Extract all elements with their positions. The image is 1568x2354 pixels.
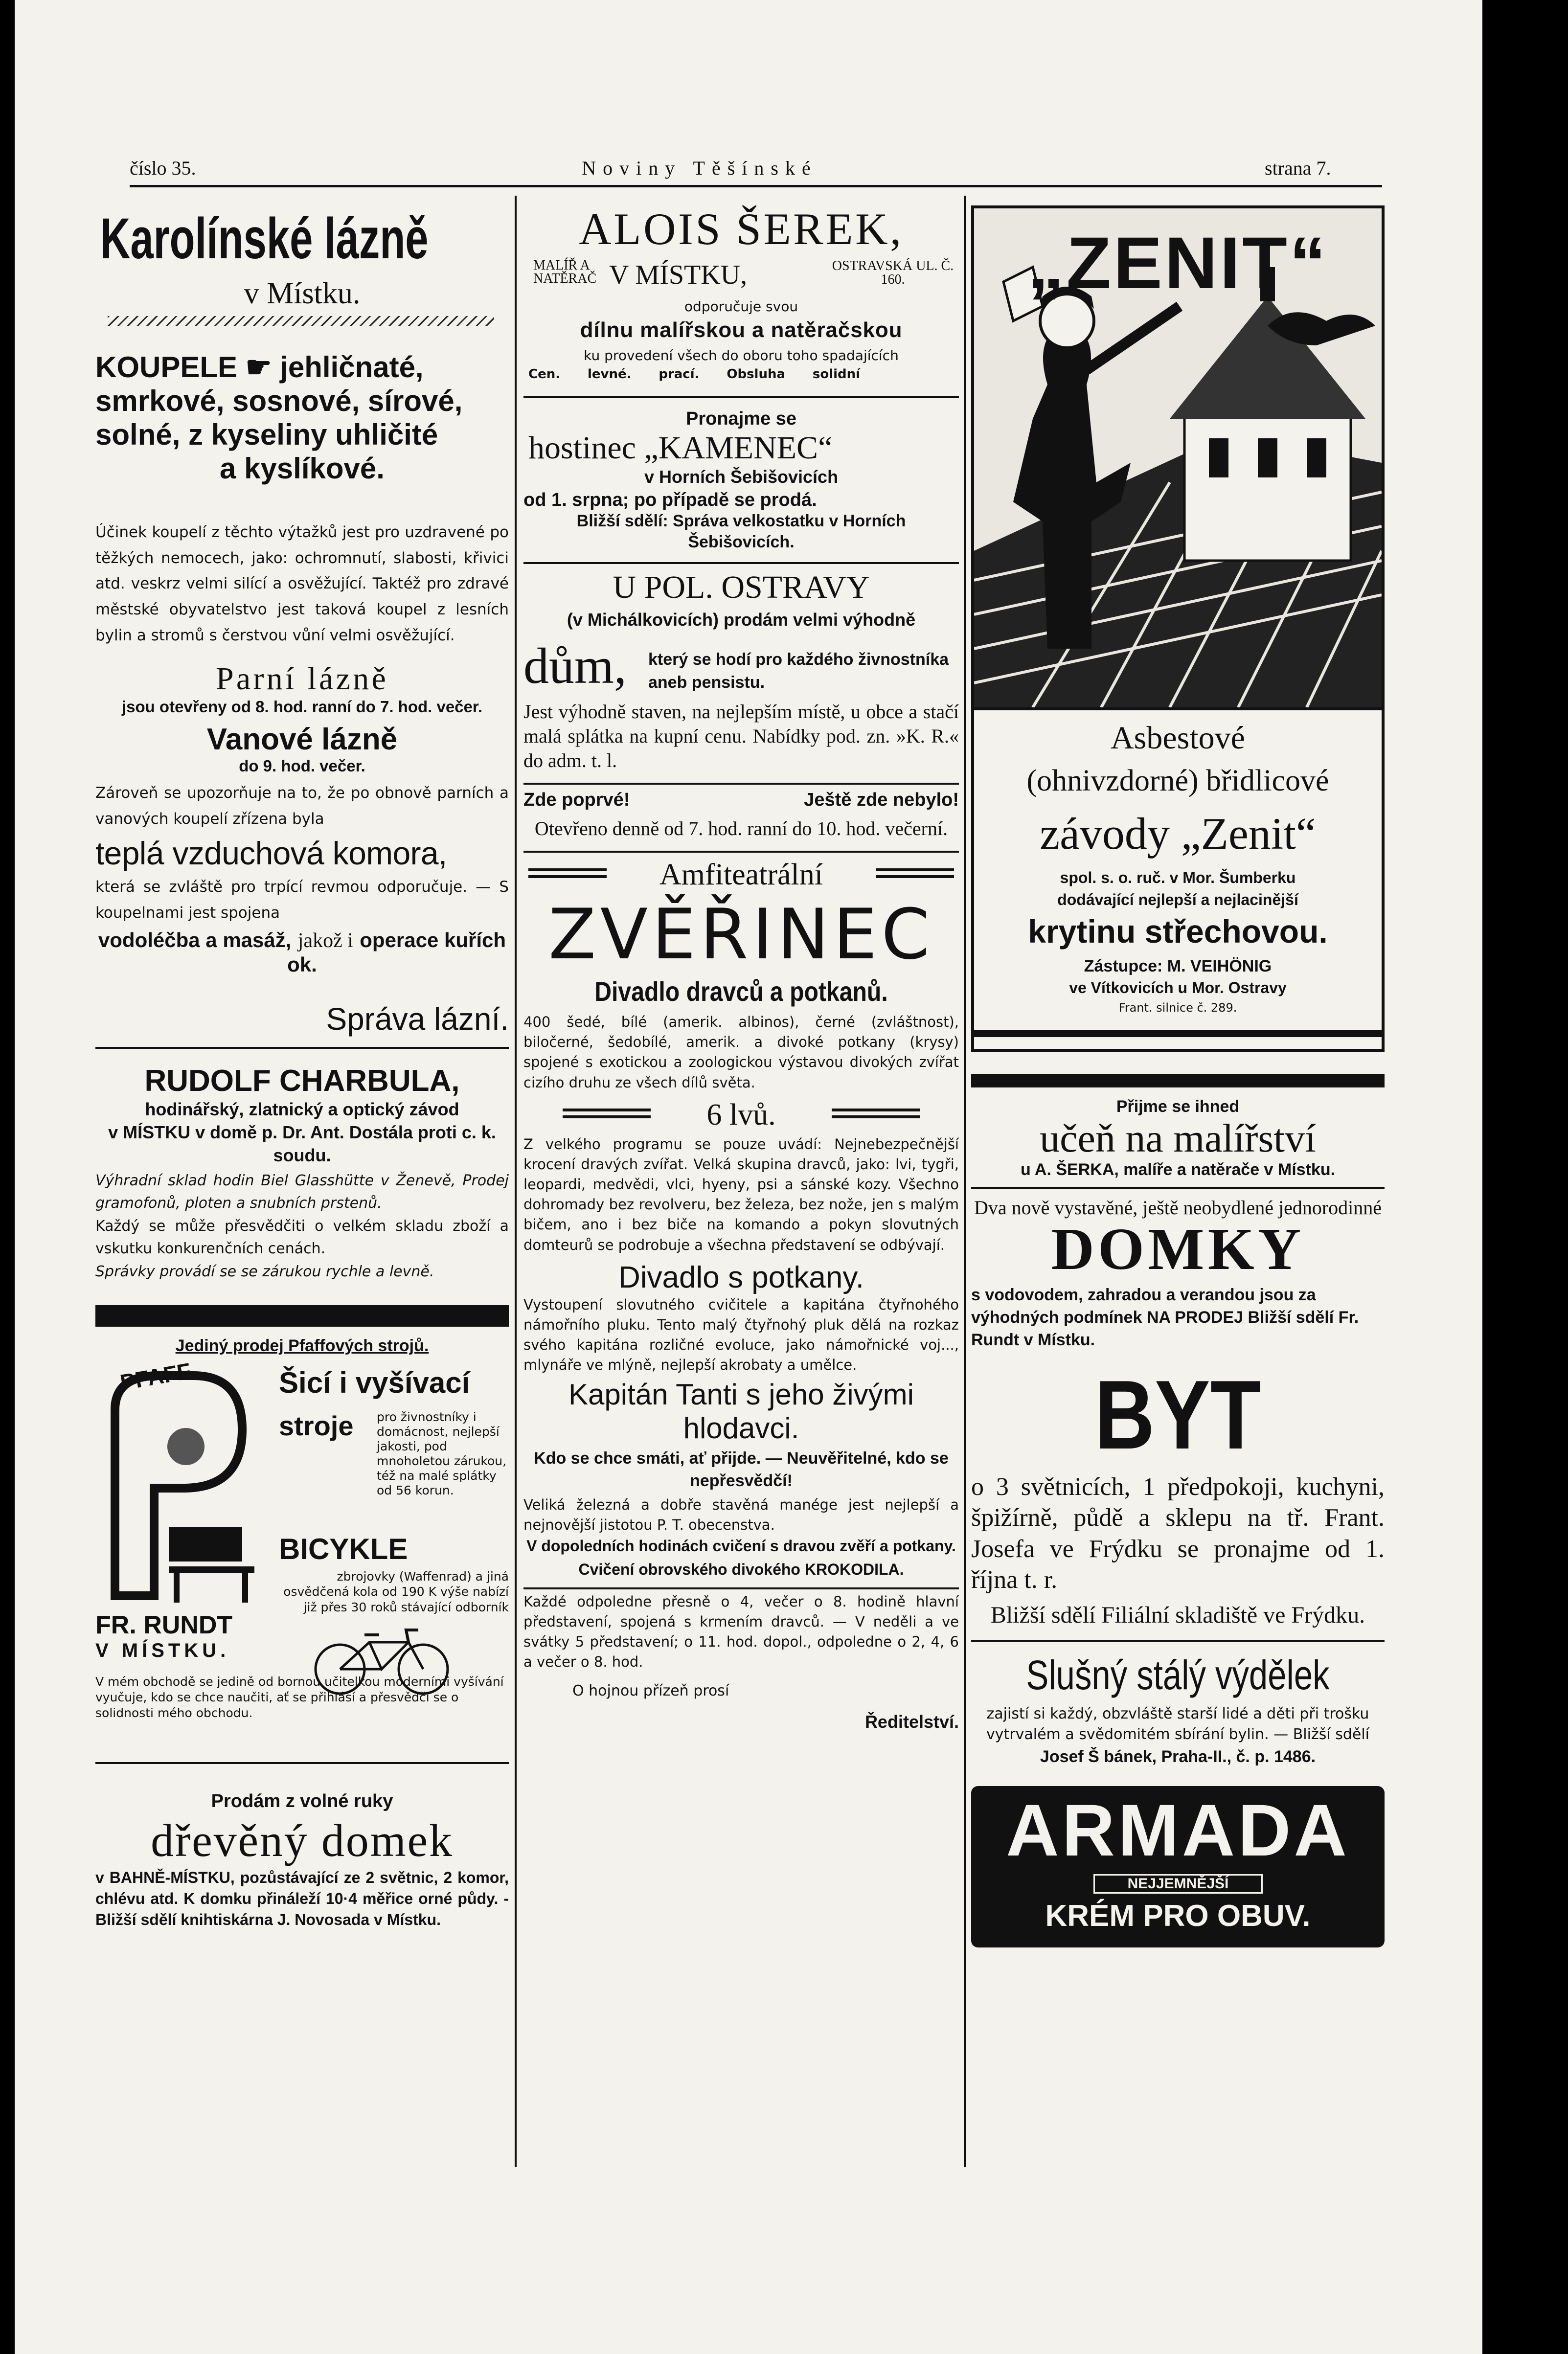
column-rule-2 bbox=[964, 196, 966, 2167]
armada-title: ARMADA bbox=[1006, 1788, 1350, 1871]
kapitan-title: Kapitán Tanti s jeho živými hlodavci. bbox=[568, 1378, 914, 1445]
column-1 bbox=[95, 205, 509, 2162]
divider bbox=[971, 1187, 1385, 1189]
pfaff-ad bbox=[95, 1336, 509, 1752]
ostrava-title: U POL. OSTRAVY bbox=[613, 569, 870, 605]
upozornuje-text: Zároveň se upozorňuje na to, že po obnově parních a vanových koupelí zřízena byla bbox=[95, 784, 509, 828]
tepla-komora: teplá vzduchová komora, bbox=[95, 835, 447, 871]
wave-divider bbox=[108, 316, 494, 326]
black-bar bbox=[95, 1305, 509, 1327]
vydelek-josef: Josef Š bánek, Praha-II., č. p. 1486. bbox=[1040, 1747, 1316, 1766]
rundt-city: V MÍSTKU. bbox=[95, 1640, 230, 1662]
serek-mesto: V MÍSTKU, bbox=[609, 260, 748, 290]
reditelstvi-text: Ředitelství. bbox=[864, 1711, 959, 1732]
charbula-l5: Správky provádí se se zárukou rychle a levně. bbox=[95, 1263, 434, 1280]
serek-ad bbox=[523, 205, 959, 406]
vitkovice-label: ve Vítkovicích u Mor. Ostravy bbox=[1069, 979, 1287, 996]
vydelek-ad bbox=[971, 1652, 1385, 1766]
sici-label: Šicí i vyšívací bbox=[279, 1366, 470, 1400]
ostrava-ad bbox=[523, 569, 959, 785]
zverinec-title: ZVĚŘINEC bbox=[548, 894, 934, 975]
armada-sub: NEJJEMNĚJŠÍ bbox=[1093, 1874, 1263, 1894]
koupele-line: KOUPELE ☛ jehličnaté, bbox=[95, 351, 424, 384]
zenit-ad bbox=[971, 205, 1385, 1052]
byt-bliz: Bližší sdělí Filiální skladiště ve Frýdku. bbox=[990, 1602, 1365, 1628]
divider bbox=[523, 396, 959, 398]
domek-ad bbox=[95, 1791, 509, 1931]
byt-ad bbox=[971, 1360, 1385, 1642]
karolinske-location: v Místku. bbox=[244, 277, 361, 310]
divider bbox=[95, 1762, 509, 1764]
header-rule bbox=[130, 185, 1382, 187]
ostrava-text: Jest výhodně staven, na nejlepším místě, u obce a stačí malá splátka na kupní cenu. Nabídky pod. zn. »K. R.« do adm. t. l. bbox=[523, 700, 959, 771]
charbula-l2: v MÍSTKU v domě p. Dr. Ant. Dostála proti c. k. soudu. bbox=[108, 1122, 496, 1165]
ohni-label: (ohnivzdorné) břidlicové bbox=[1026, 764, 1329, 797]
divider bbox=[95, 1047, 509, 1049]
lvu-label: 6 lvů. bbox=[706, 1098, 776, 1132]
ucen-l1: Přijme se ihned bbox=[1116, 1097, 1240, 1116]
vydelek-title: Slušný stálý výdělek bbox=[1026, 1652, 1330, 1698]
ktera-text: která se zvláště pro trpící revmou odporučuje. — S koupelnami jest spojena bbox=[95, 878, 509, 922]
byt-text: o 3 světnicích, 1 předpokoji, kuchyni, špižírně, půdě a sklepu na tř. Frant. Josefa ve Frýdku se pronajme od 1. října t. r. bbox=[971, 1472, 1385, 1594]
zde-poprve: Zde poprvé! bbox=[523, 789, 630, 810]
ucen-ad bbox=[971, 1097, 1385, 1189]
domek-title: dřevěný domek bbox=[151, 1815, 454, 1867]
domky-text: s vodovodem, zahradou a verandou jsou za výhodných podmínek NA PRODEJ Bližší sdělí Fr. Rundt v Místku. bbox=[971, 1286, 1359, 1349]
jakoz-label: jakož i bbox=[297, 929, 353, 952]
column-3 bbox=[971, 205, 1385, 2167]
frant-label: Frant. silnice č. 289. bbox=[1118, 1001, 1237, 1015]
otevreno-text: Otevřeno denně od 7. hod. ranní do 10. hod. večerní. bbox=[534, 817, 948, 839]
zverinec-text3: Vystoupení slovutného cvičitele a kapitána čtyřnohého námořního pluku. Tento malý čtyřnohý pluk dělá na rozkaz svého kapitána rozličné evoluce, jako námořnické voj..., mlynáře ve mlýně, nejlepší akrobaty a umělce. bbox=[523, 1296, 959, 1374]
karolinske-title: Karolínské lázně bbox=[100, 206, 429, 271]
armada-ad bbox=[971, 1786, 1385, 1947]
rundt-name: FR. RUNDT bbox=[95, 1611, 233, 1640]
operace-label: operace kuřích ok. bbox=[287, 928, 506, 976]
divider bbox=[523, 562, 959, 564]
armada-krem: KRÉM PRO OBUV. bbox=[1045, 1899, 1311, 1933]
charbula-l4: Každý se může přesvědčiti o velkém skladu zboží a vskutku konkurenčních cenách. bbox=[95, 1217, 509, 1258]
ucen-l2: u A. ŠERKA, malíře a natěrače v Místku. bbox=[1020, 1160, 1336, 1179]
dum-label: dům, bbox=[523, 637, 627, 694]
pfaff-heading: Jediný prodej Pfaffových strojů. bbox=[175, 1336, 429, 1356]
zavody-label: závody „Zenit“ bbox=[1040, 809, 1316, 859]
jeste-nebylo: Ještě zde nebylo! bbox=[804, 789, 959, 810]
bicykle-label: BICYKLE bbox=[279, 1533, 408, 1566]
serek-cen: Cen. levné. prací. Obsluha solidní bbox=[528, 367, 861, 382]
stroje-note: pro živnostníky i domácnost, nejlepší jakosti, pod mnoholetou zárukou, též na malé splátky od 56 korun. bbox=[377, 1410, 507, 1498]
dodav-label: dodávající nejlepší a nejlacinější bbox=[1057, 891, 1298, 908]
charbula-l3: Výhradní sklad hodin Biel Glasshütte v Ženevě, Prodej gramofonů, ploten a snubních prstenů. bbox=[95, 1172, 509, 1212]
vanove-title: Vanové lázně bbox=[206, 723, 398, 757]
amfi-label: Amfiteatrální bbox=[659, 858, 823, 891]
column-2 bbox=[523, 205, 959, 2172]
serek-name: ALOIS ŠEREK, bbox=[579, 205, 904, 254]
issue-number: číslo 35. bbox=[130, 157, 196, 179]
spol-label: spol. s. o. ruč. v Mor. Šumberku bbox=[1060, 869, 1296, 886]
vydelek-text: zajistí si každý, obzvláště starší lidé a děti při trošku vytrvalém a svědomitém sbírání bylin. — Bližší sdělí bbox=[986, 1705, 1369, 1743]
vanove-text: do 9. hod. večer. bbox=[239, 757, 365, 775]
ostrava-l1: (v Michálkovicích) prodám velmi výhodně bbox=[567, 610, 916, 630]
zverinec-ad bbox=[523, 790, 959, 1746]
page-number: strana 7. bbox=[1265, 157, 1331, 179]
asbest-label: Asbestové bbox=[1111, 720, 1245, 756]
kamenec-ad bbox=[523, 408, 959, 564]
kamenec-l1: Pronajme se bbox=[686, 408, 796, 429]
domky-l1: Dva nově vystavěné, ještě neobydlené jednorodinné bbox=[974, 1197, 1382, 1219]
koupele-list bbox=[95, 350, 509, 485]
charbula-title: RUDOLF CHARBULA, bbox=[144, 1064, 460, 1098]
serek-malir: MALÍŘ A NATĚRAČ bbox=[533, 258, 597, 286]
byt-title: BYT bbox=[1094, 1360, 1261, 1470]
koupele-line: a kyslíkové. bbox=[220, 452, 385, 485]
domky-ad bbox=[971, 1196, 1385, 1352]
parni-title: Parní lázně bbox=[215, 661, 389, 697]
karolinske-ad bbox=[95, 205, 509, 1037]
krytina-label: krytinu střechovou. bbox=[1028, 913, 1328, 950]
black-bar bbox=[971, 1074, 1385, 1087]
zverinec-text4: Veliká železná a dobře stavěná manége jest nejlepší a nejnovější jistotou P. T. obecenstva. bbox=[523, 1496, 959, 1534]
domek-text: v BAHNĚ-MÍSTKU, pozůstávající ze 2 světnic, 2 komor, chlévu atd. K domku přináleží 10·4 měřice orné půdy. - Bližší sdělí knihtiskárna J. Novosada v Místku. bbox=[95, 1869, 509, 1929]
zverinec-text2: Z velkého programu se pouze uvádí: Nejnebezpečnější krocení dravých zvířat. Velká skupina dravců, jako: lvi, tygři, leopardi, medvědi, vlci, hyeny, psi a sánské kozy. Všechno dohromady bez revolveru, bez železa, bez nože, jen s malým bičem, ano i bez biče na komando a pokyn slovutných domteurů se podrobuje a všechna představení se odbývají. bbox=[523, 1135, 959, 1253]
divider bbox=[971, 1640, 1385, 1642]
koupele-line: solné, z kyseliny uhličité bbox=[95, 418, 438, 451]
column-rule-1 bbox=[515, 196, 517, 2167]
dum-note: který se hodí pro každého živnostníka aneb pensistu. bbox=[648, 650, 949, 692]
serek-addr: OSTRAVSKÁ UL. Č. 160. bbox=[832, 258, 954, 287]
newspaper-title: Noviny Těšínské bbox=[582, 157, 818, 179]
potkany-title: Divadlo s potkany. bbox=[618, 1260, 864, 1294]
kamenec-title: hostinec „KAMENEC“ bbox=[528, 430, 833, 466]
prizen-text: O hojnou přízeň prosí bbox=[572, 1682, 729, 1699]
sprava-lazni: Správa lázní. bbox=[326, 1001, 509, 1037]
divider bbox=[523, 783, 959, 785]
bicykle-note: zbrojovky (Waffenrad) a jiná osvědčená kola od 190 K výše nabízí již přes 30 roků stávající odborník bbox=[283, 1569, 509, 1614]
zenit-illustration bbox=[974, 208, 1382, 707]
koupele-line: smrkové, sosnové, sírové, bbox=[95, 385, 463, 417]
pfaff-logo bbox=[95, 1358, 272, 1606]
kamenec-l4: Bližší sdělí: Správa velkostatku v Horních Šebišovicích. bbox=[576, 512, 906, 551]
divider bbox=[523, 851, 959, 853]
domek-l1: Prodám z volné ruky bbox=[211, 1791, 393, 1812]
zenit-banner: „ZENIT“ bbox=[1027, 222, 1328, 304]
ucinek-text: Účinek koupelí z těchto výtažků jest pro uzdravené po těžkých nemocech, jako: ochromnutí, slabosti, křivici atd. veskrz velmi silící a osvěžující. Taktéž pro zdravé městské obyvatelstvo jest taková koupel z lesních bylin a stromů s čerstvou vůní velmi osvěžující. bbox=[95, 523, 509, 644]
charbula-ad bbox=[95, 1064, 509, 1283]
serek-dilna: dílnu malířskou a natěračskou bbox=[580, 318, 903, 342]
stroje-label: stroje bbox=[279, 1410, 354, 1442]
domky-title: DOMKY bbox=[1051, 1216, 1305, 1283]
kamenec-l2: v Horních Šebišovicích bbox=[644, 467, 839, 487]
cviceni-text: Cvičení obrovského divokého KROKODILA. bbox=[578, 1560, 904, 1578]
dopoledni-text: V dopoledních hodinách cvičení s dravou zvěří a potkany. bbox=[526, 1537, 956, 1555]
divadlo-dravcu: Divadlo dravců a potkanů. bbox=[594, 975, 888, 1007]
ucen-title: učeň na malířství bbox=[1040, 1116, 1316, 1160]
serek-ku: ku provedení všech do oboru toho spadajících bbox=[584, 347, 899, 363]
vodolecba-line bbox=[95, 928, 509, 976]
serek-doporucuje: odporučuje svou bbox=[684, 298, 798, 315]
zverinec-text1: 400 šedé, bílé (amerik. albinos), černé (zvláštnost), biločerné, šedobílé, amerik. a divoké potkany (krysy) spojené s exotickou a zoologickou výstavou divokých zvířat cizího druhu ze všech dílů světa. bbox=[523, 1013, 959, 1091]
rundt-text: V mém obchodě se jedině od bornou učitelkou moderními vyšívání vyučuje, kdo se chce naučiti, ať se přihlásí a přesvědčí se o solidnosti mého obchodu. bbox=[95, 1675, 504, 1720]
parni-text: jsou otevřeny od 8. hod. ranní do 7. hod. večer. bbox=[121, 698, 483, 716]
zverinec-text5: Každé odpoledne přesně o 4, večer o 8. hodině hlavní představení, spojená s krmením dravců. — V neděli a ve svátky 5 představení; o 11. hod. dopol., odpoledne o 2, 4, 6 a večer o 8. hod. bbox=[523, 1593, 959, 1671]
newspaper-page bbox=[15, 0, 1482, 2354]
kamenec-l3: od 1. srpna; po případě se prodá. bbox=[523, 490, 817, 510]
zastupce-label: Zástupce: M. VEIHÖNIG bbox=[1084, 957, 1272, 975]
charbula-l1: hodinářský, zlatnický a optický závod bbox=[145, 1099, 459, 1120]
divider bbox=[523, 1587, 959, 1589]
pfaff-logo-text: PFAFF bbox=[118, 1358, 193, 1396]
vodolecba-label: vodoléčba a masáž, bbox=[98, 928, 292, 952]
sewing-machine-icon bbox=[95, 1366, 272, 1606]
smati-text: Kdo se chce smáti, ať přijde. — Neuvěřitelné, kdo se nepřesvědčí! bbox=[534, 1449, 949, 1491]
